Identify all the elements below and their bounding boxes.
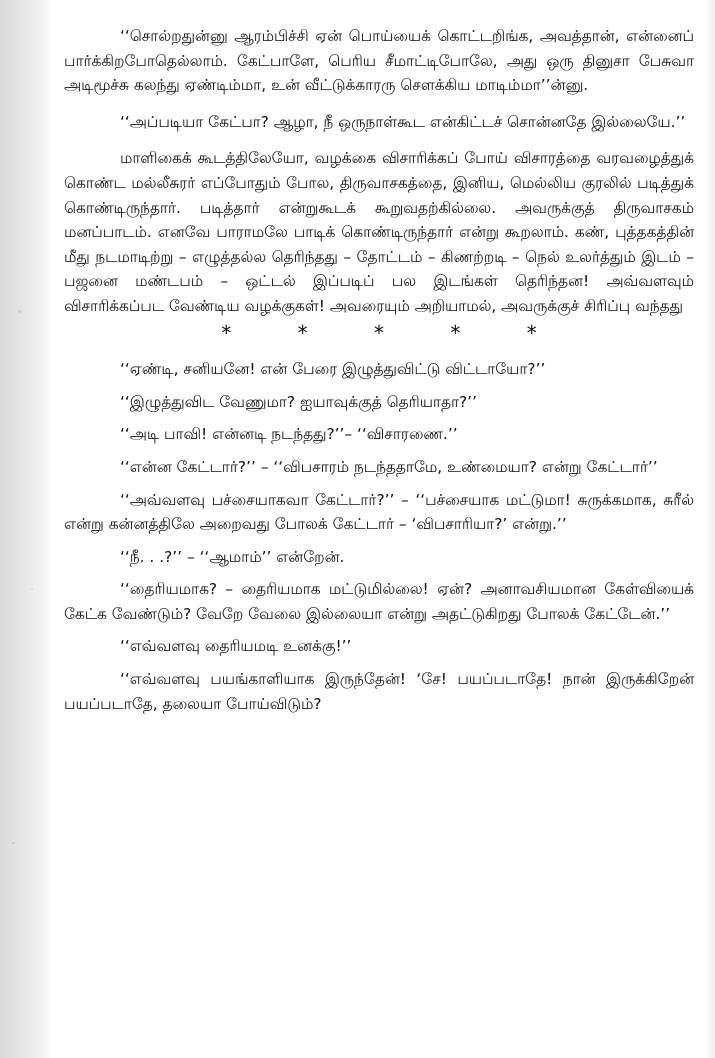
- paragraph-narration: மாளிகைக் கூடத்திலேயோ, வழக்கை விசாரிக்கப் போய் விசாரத்தை வரவழைத்துக் கொண்ட மல்லீசுரர் எப்போதும் போல, திருவாசகத்தை, இனிய, மெல்லிய குரலில் படித்துக் கொண்டிருந்தார். படித்தார் என்றுகூடக் கூறுவதற்கில்லை. அவருக்குத் திருவாசகம் மனப்பாடம். எனவே பாராமலே பாடிக் கொண்டிருந்தார் என்று கூறலாம். கண், புத்தகத்தின் மீது நடமாடிற்று – எழுத்தல்ல தெரிந்தது – தோட்டம் – கிணற்றடி – நெல் உலர்த்தும் இடம் – பஜனை மண்டபம் – ஒட்டல் இப்படிப் பல இடங்கள் தெரிந்தன! அவ்வளவும் விசாரிக்கப்பட வேண்டிய வழக்குகள்! அவரையும் அறியாமல், அவருக்குச் சிரிப்பு வந்தது: [64, 149, 694, 315]
- scan-shadow-left: [0, 0, 52, 1058]
- book-page-text: [64, 24, 694, 716]
- paragraph-dialogue-6: ‘‘என்ன கேட்டார்?’’ – ‘‘விபசாரம் நடந்ததாமே, உண்மையா? என்று கேட்டார்’’: [120, 457, 658, 476]
- paragraph-dialogue-1: ‘‘சொல்றதுன்னு ஆரம்பிச்சி ஏன் பொய்யைக் கொட்டறிங்க, அவத்தான், என்னைப் பார்க்கிறபோதெல்லாம். கேட்பாளே, பெரிய சீமாட்டிபோலே, அது ஒரு தினுசா பேசுவா அடிமூச்சு கலந்து ஏண்டிம்மா, உன் வீட்டுக்காரரு சௌக்கிய மாடிம்மா’’ன்னு.: [64, 27, 694, 95]
- section-break-asterisks: * * * * *: [221, 320, 567, 345]
- paragraph-dialogue-9: ‘‘தைரியமாக? – தைரியமாக மட்டுமில்லை! ஏன்? அனாவசியமான கேள்வியைக் கேட்க வேண்டும்? வேறே வேலை இல்லையா என்று அதட்டுகிறது போலக் கேட்டேன்.’’: [64, 580, 694, 623]
- scan-speckle: [12, 842, 15, 844]
- paragraph-dialogue-8: ‘‘நீ. . .?’’ – ‘‘ஆமாம்’’ என்றேன்.: [120, 547, 345, 566]
- paragraph-dialogue-11: ‘‘எவ்வளவு பயங்காளியாக இருந்தேன்! ‘சே! பயப்படாதே! நான் இருக்கிறேன் பயப்படாதே, தலையா போய்விடும்?: [64, 670, 694, 713]
- paragraph-dialogue-5: ‘‘அடி பாவி! என்னடி நடந்தது?’’– ‘‘விசாரணை.’’: [120, 425, 458, 444]
- paragraph-dialogue-4: ‘‘இழுத்துவிட வேணுமா? ஐயாவுக்குத் தெரியாதா?’’: [120, 392, 477, 411]
- paragraph-dialogue-2: ‘‘அப்படியா கேட்பா? ஆழா, நீ ஒருநாள்கூட என்கிட்டச் சொன்னதே இல்லையே.’’: [120, 112, 686, 131]
- paragraph-dialogue-3: ‘‘ஏண்டி, சனியனே! என் பேரை இழுத்துவிட்டு விட்டாயோ?’’: [120, 360, 546, 379]
- paragraph-dialogue-10: ‘‘எவ்வளவு தைரியமடி உனக்கு!’’: [120, 637, 352, 656]
- paragraph-dialogue-7: ‘‘அவ்வளவு பச்சையாகவா கேட்டார்?’’ – ‘‘பச்சையாக மட்டுமா! சுருக்கமாக, சுரீல் என்று கன்னத்திலே அறைவது போலக் கேட்டார் – ‘விபசாரியா?’ என்று.’’: [64, 490, 694, 534]
- scan-speckle: [18, 310, 21, 313]
- scan-shadow-right: [705, 0, 715, 1058]
- scan-speckle: [31, 588, 33, 590]
